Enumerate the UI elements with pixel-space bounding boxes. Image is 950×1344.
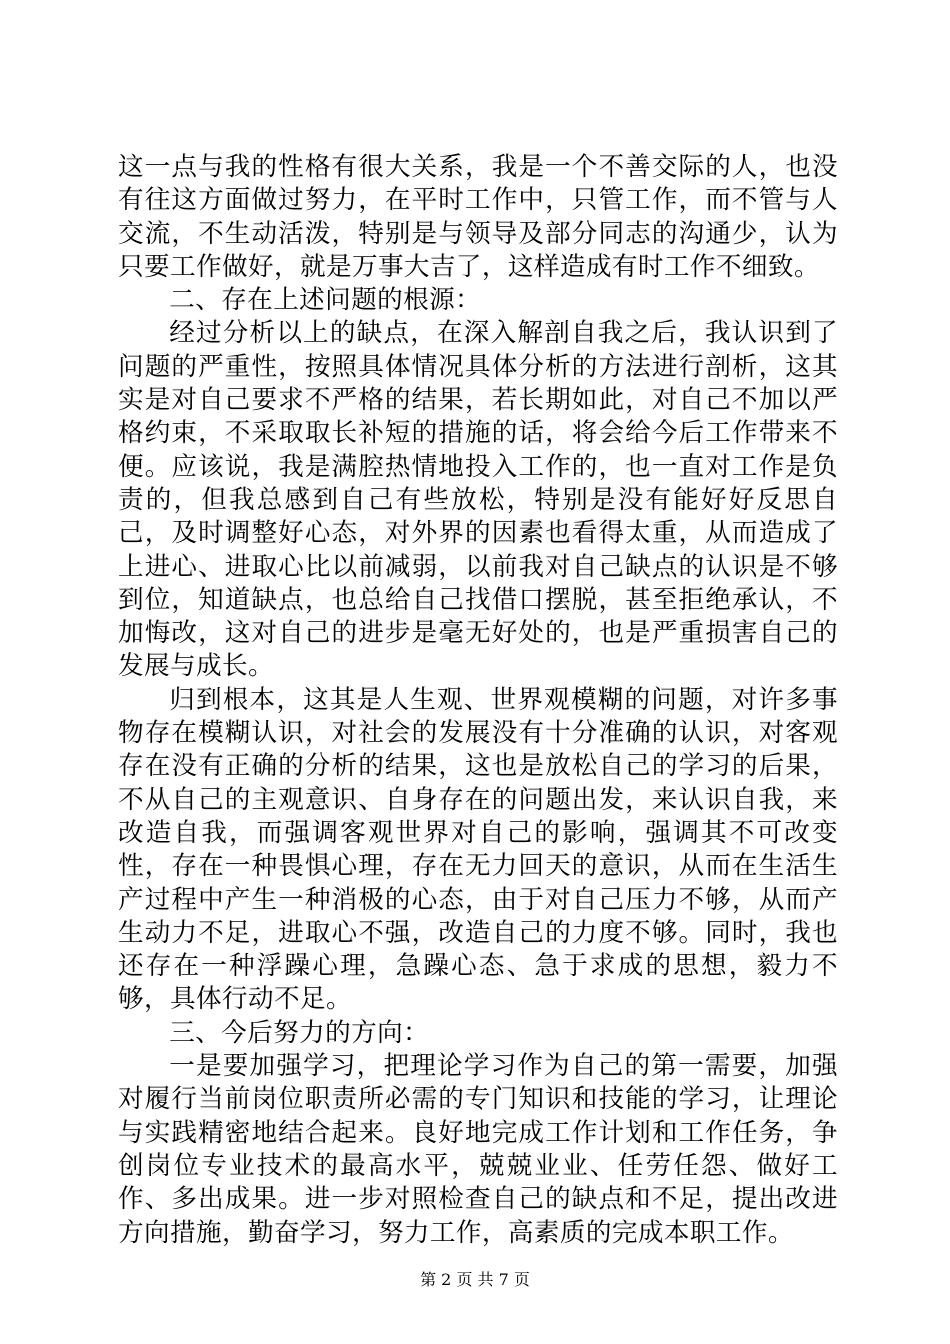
page-number-footer: 第 2 页 共 7 页 [420, 1270, 530, 1289]
paragraph: 归到根本，这其是人生观、世界观模糊的问题，对许多事物存在模糊认识，对社会的发展没有十分准确的认识，对客观存在没有正确的分析的结果，这也是放松自己的学习的后果，不从自己的主观意识、自身存在的问题出发，来认识自我，来改造自我，而强调客观世界对自己的影响，强调其不可改变性，存在一种畏惧心理，存在无力回天的意识，从而在生活生产过程中产生一种消极的心态，由于对自己压力不够，从而产生动力不足，进取心不强，改造自己的力度不够。同时，我也还存在一种浮躁心理，急躁心态、急于求成的思想，毅力不够，具体行动不足。 [118, 684, 838, 1015]
paragraph: 一是要加强学习，把理论学习作为自己的第一需要，加强对履行当前岗位职责所必需的专门知识和技能的学习，让理论与实践精密地结合起来。良好地完成工作计划和工作任务，争创岗位专业技术的最高水平，兢兢业业、任劳任怨、做好工作、多出成果。进一步对照检查自己的缺点和不足，提出改进方向措施，勤奋学习，努力工作，高素质的完成本职工作。 [118, 1051, 838, 1248]
paragraph: 经过分析以上的缺点，在深入解剖自我之后，我认识到了问题的严重性，按照具体情况具体分析的方法进行剖析，这其实是对自己要求不严格的结果，若长期如此，对自己不加以严格约束，不采取取长补短的措施的话，将会给今后工作带来不便。应该说，我是满腔热情地投入工作的，也一直对工作是负责的，但我总感到自己有些放松，特别是没有能好好反思自己，及时调整好心态，对外界的因素也看得太重，从而造成了上进心、进取心比以前减弱，以前我对自己缺点的认识是不够到位，知道缺点，也总给自己找借口摆脱，甚至拒绝承认，不加悔改，这对自己的进步是毫无好处的，也是严重损害自己的发展与成长。 [118, 318, 838, 682]
section-heading: 三、今后努力的方向： [169, 1017, 430, 1048]
document-body [118, 151, 838, 1250]
section-heading: 二、存在上述问题的根源： [169, 285, 482, 316]
paragraph: 这一点与我的性格有很大关系，我是一个不善交际的人，也没有往这方面做过努力，在平时工作中，只管工作，而不管与人交流，不生动活泼，特别是与领导及部分同志的沟通少，认为只要工作做好，就是万事大吉了，这样造成有时工作不细致。 [118, 152, 838, 282]
